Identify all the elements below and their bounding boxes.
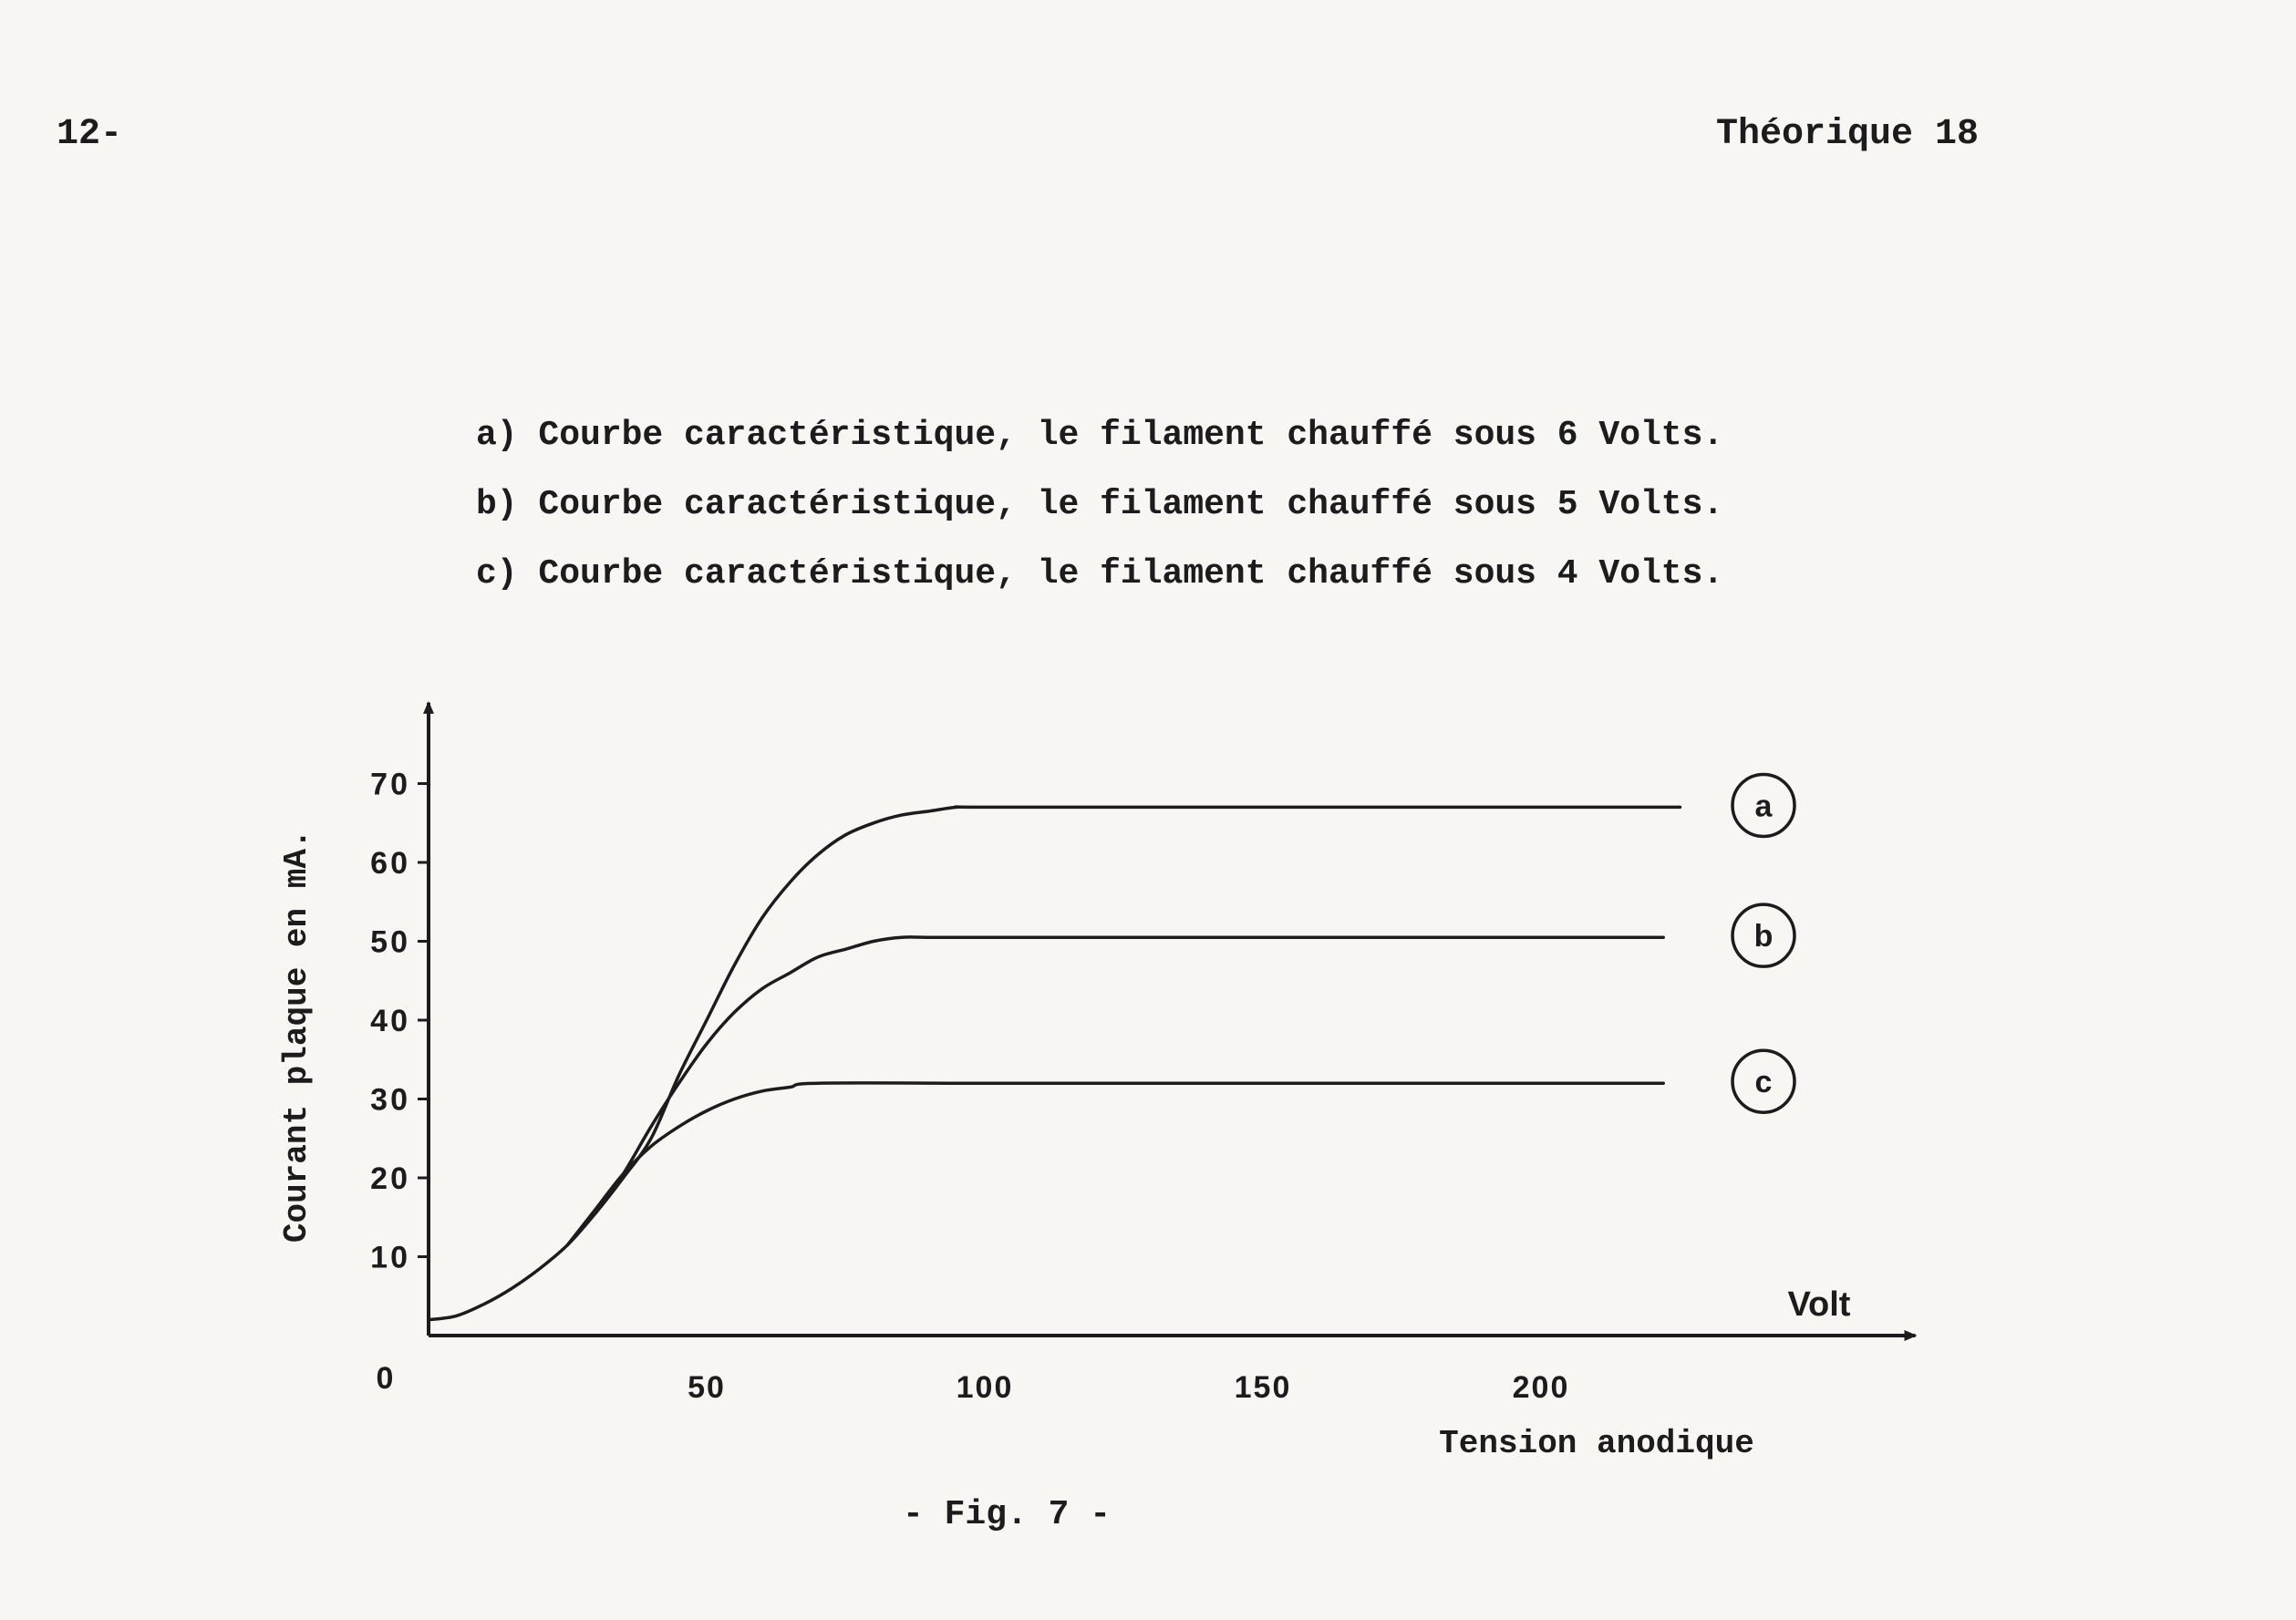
figure-caption: - Fig. 7 - bbox=[903, 1495, 1112, 1534]
legend-line-c: c) Courbe caractéristique, le filament chauffé sous 4 Volts. bbox=[476, 554, 1724, 593]
chart-axes bbox=[429, 703, 1916, 1336]
x-axis-title: Tension anodique bbox=[1439, 1425, 1754, 1462]
y-tick-label: 50 bbox=[370, 924, 410, 960]
series-line-b bbox=[595, 937, 1663, 1213]
origin-label: 0 bbox=[376, 1361, 394, 1396]
x-tick-label: 100 bbox=[956, 1370, 1014, 1405]
x-tick-label: 150 bbox=[1234, 1370, 1292, 1405]
y-tick-label: 10 bbox=[370, 1240, 410, 1275]
series-label-b: b bbox=[1753, 919, 1774, 954]
series-line-c bbox=[568, 1083, 1664, 1245]
x-tick-label: 200 bbox=[1512, 1370, 1570, 1405]
series-label-c: c bbox=[1754, 1065, 1773, 1100]
x-unit-label: Volt bbox=[1787, 1285, 1851, 1324]
series-label-a: a bbox=[1754, 789, 1773, 824]
section-header: Théorique 18 bbox=[1715, 114, 1979, 155]
x-tick-label: 50 bbox=[688, 1370, 726, 1405]
legend-line-b: b) Courbe caractéristique, le filament chauffé sous 5 Volts. bbox=[476, 485, 1724, 524]
series-line-a bbox=[429, 807, 1681, 1320]
chart-ticks bbox=[370, 768, 1569, 1406]
chart-labels bbox=[278, 774, 1851, 1462]
y-tick-label: 20 bbox=[370, 1161, 410, 1196]
y-axis-title: Courant plaque en mA. bbox=[278, 829, 315, 1243]
page-number: 12- bbox=[57, 114, 123, 155]
y-tick-label: 60 bbox=[370, 846, 410, 881]
y-tick-label: 30 bbox=[370, 1082, 410, 1118]
y-tick-label: 40 bbox=[370, 1004, 410, 1038]
chart-series bbox=[429, 807, 1681, 1320]
legend-line-a: a) Courbe caractéristique, le filament chauffé sous 6 Volts. bbox=[476, 416, 1724, 455]
y-tick-label: 70 bbox=[370, 767, 410, 802]
